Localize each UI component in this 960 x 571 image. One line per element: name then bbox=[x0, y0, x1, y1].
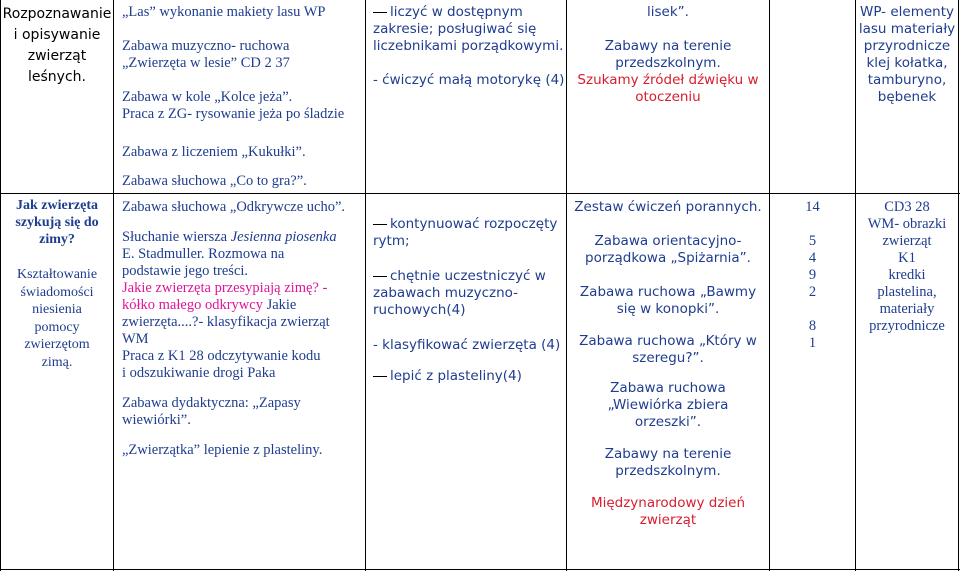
row2-topic-title: Jak zwierzęta szykują się do zimy? bbox=[15, 198, 99, 247]
material-line: lasu materiały bbox=[858, 21, 956, 37]
material-line: K1 bbox=[898, 250, 916, 266]
point-value: 4 bbox=[808, 250, 817, 266]
row1-topic-cell bbox=[1, 4, 113, 88]
form-line: przedszkolnym. bbox=[615, 55, 721, 71]
row2-activities-cell bbox=[122, 199, 364, 459]
activity-line: „Las” wykonanie makiety lasu WP bbox=[122, 4, 326, 20]
activity-line: Zabawa z liczeniem „Kukułki”. bbox=[122, 144, 306, 160]
material-line: CD3 28 bbox=[884, 199, 930, 215]
point-value: 14 bbox=[805, 199, 820, 215]
form-line: Zabawa ruchowa „Który w bbox=[579, 333, 757, 349]
row1-materials-cell bbox=[856, 4, 958, 106]
row1-topic-line: i opisywanie bbox=[13, 27, 101, 43]
material-line: materiały bbox=[879, 301, 935, 317]
row2-topic-cell bbox=[1, 197, 113, 371]
activity-line: podstawie jego treści. bbox=[122, 263, 249, 279]
activity-line: Zabawa dydaktyczna: „Zapasy bbox=[122, 395, 301, 411]
form-line-highlight: Szukamy źródeł dźwięku w bbox=[577, 72, 759, 88]
form-line: Zestaw ćwiczeń porannych. bbox=[574, 199, 762, 215]
material-line: kredki bbox=[888, 267, 926, 283]
goal-line: - ćwiczyć małą motorykę (4) bbox=[373, 72, 565, 88]
activity-line: „Zwierzęta w lesie” CD 2 37 bbox=[122, 55, 290, 71]
dash-mark bbox=[373, 376, 387, 377]
activity-line: WM bbox=[122, 331, 149, 347]
form-line: szeregu?”. bbox=[632, 350, 704, 366]
form-line: lisek”. bbox=[647, 4, 689, 20]
form-line: Zabawa ruchowa „Bawmy bbox=[579, 284, 757, 300]
goal-line: kontynuować rozpoczęty bbox=[373, 216, 565, 233]
point-value: 2 bbox=[808, 284, 817, 300]
activity-line-highlight: Jakie zwierzęta przesypiają zimę? - bbox=[122, 280, 328, 296]
goal-line: rytm; bbox=[373, 233, 410, 249]
activity-line: Zabawa muzyczno- ruchowa bbox=[122, 38, 290, 54]
goal-line: liczebnikami porządkowymi. bbox=[373, 38, 564, 54]
form-line: porządkowa „Spiżarnia”. bbox=[585, 250, 751, 266]
form-line-highlight: zwierząt bbox=[639, 512, 697, 528]
activity-line: „Zwierzątka” lepienie z plasteliny. bbox=[122, 442, 323, 458]
table-row-divider bbox=[0, 193, 960, 194]
table-border-bottom bbox=[0, 569, 960, 570]
row2-forms-cell bbox=[567, 199, 769, 529]
material-line: zwierząt bbox=[882, 233, 932, 249]
material-line: klej kołatka, bbox=[866, 55, 948, 71]
point-value: 8 bbox=[808, 318, 817, 334]
form-line: Zabawy na terenie bbox=[604, 446, 732, 462]
goal-line: lepić z plasteliny(4) bbox=[373, 368, 565, 385]
form-line: Zabawa orientacyjno- bbox=[594, 233, 742, 249]
form-line-highlight: otoczeniu bbox=[635, 89, 701, 105]
row1-goals-cell bbox=[373, 4, 565, 89]
goal-line: ruchowych(4) bbox=[373, 302, 466, 318]
goal-line: - klasyfikować zwierzęta (4) bbox=[373, 337, 561, 353]
activity-line: E. Stadmuller. Rozmowa na bbox=[122, 246, 285, 262]
activity-line: wiewiórki”. bbox=[122, 412, 191, 428]
dash-mark bbox=[373, 224, 387, 225]
row1-topic-line: leśnych. bbox=[28, 69, 86, 85]
row2-materials-cell bbox=[856, 199, 958, 335]
material-line: WM- obrazki bbox=[867, 216, 947, 232]
point-value: 1 bbox=[808, 335, 817, 351]
material-line: przyrodnicze bbox=[863, 38, 951, 54]
row2-goals-cell bbox=[373, 216, 565, 385]
dash-mark bbox=[373, 12, 387, 13]
point-value: 5 bbox=[808, 233, 817, 249]
dash-mark bbox=[373, 276, 387, 277]
goal-line: zabawach muzyczno- bbox=[373, 285, 519, 301]
row1-topic-line: zwierząt bbox=[27, 48, 87, 64]
activity-line: Zabawa słuchowa „Odkrywcze ucho”. bbox=[122, 199, 346, 215]
material-line: bębenek bbox=[877, 89, 937, 105]
activity-line: Zabawa słuchowa „Co to gra?”. bbox=[122, 173, 307, 189]
goal-line: liczyć w dostępnym bbox=[373, 4, 565, 21]
row1-topic-line: Rozpoznawanie bbox=[2, 6, 112, 22]
goal-line: chętnie uczestniczyć w bbox=[373, 268, 565, 285]
point-value: 9 bbox=[808, 267, 817, 283]
row1-forms-cell bbox=[567, 4, 769, 106]
form-line: przedszkolnym. bbox=[615, 463, 721, 479]
activity-line: Słuchanie wiersza Jesienna piosenka bbox=[122, 229, 337, 245]
activity-line: kółko małego odkrywcy Jakie bbox=[122, 297, 297, 313]
form-line: Zabawa ruchowa bbox=[610, 380, 726, 396]
material-line: WP- elementy bbox=[859, 4, 954, 20]
row2-topic-body: Kształtowanie świadomości niesienia pomocy zwierzętom zimą. bbox=[16, 267, 98, 370]
goal-line: zakresie; posługiwać się bbox=[373, 21, 537, 37]
form-line: Zabawy na terenie bbox=[604, 38, 732, 54]
table-border-col1 bbox=[113, 0, 114, 571]
activity-line: Praca z K1 28 odczytywanie kodu bbox=[122, 348, 321, 364]
material-line: tamburyno, bbox=[867, 72, 947, 88]
form-line: się w konopki”. bbox=[616, 301, 720, 317]
activity-line: Praca z ZG- rysowanie jeża po śladzie bbox=[122, 106, 345, 122]
activity-line: zwierzęta....?- klasyfikacja zwierząt bbox=[122, 314, 330, 330]
form-line: orzeszki”. bbox=[634, 414, 702, 430]
row2-points-cell bbox=[770, 199, 855, 352]
form-line-highlight: Międzynarodowy dzień bbox=[590, 495, 746, 511]
activity-line: Zabawa w kole „Kolce jeża”. bbox=[122, 89, 293, 105]
row1-activities-cell bbox=[122, 4, 364, 190]
form-line: „Wiewiórka zbiera bbox=[607, 397, 729, 413]
material-line: plastelina, bbox=[877, 284, 937, 300]
table-border-right bbox=[958, 0, 959, 571]
material-line: przyrodnicze bbox=[869, 318, 945, 334]
activity-line: i odszukiwanie drogi Paka bbox=[122, 365, 276, 381]
table-border-col2 bbox=[365, 0, 366, 571]
